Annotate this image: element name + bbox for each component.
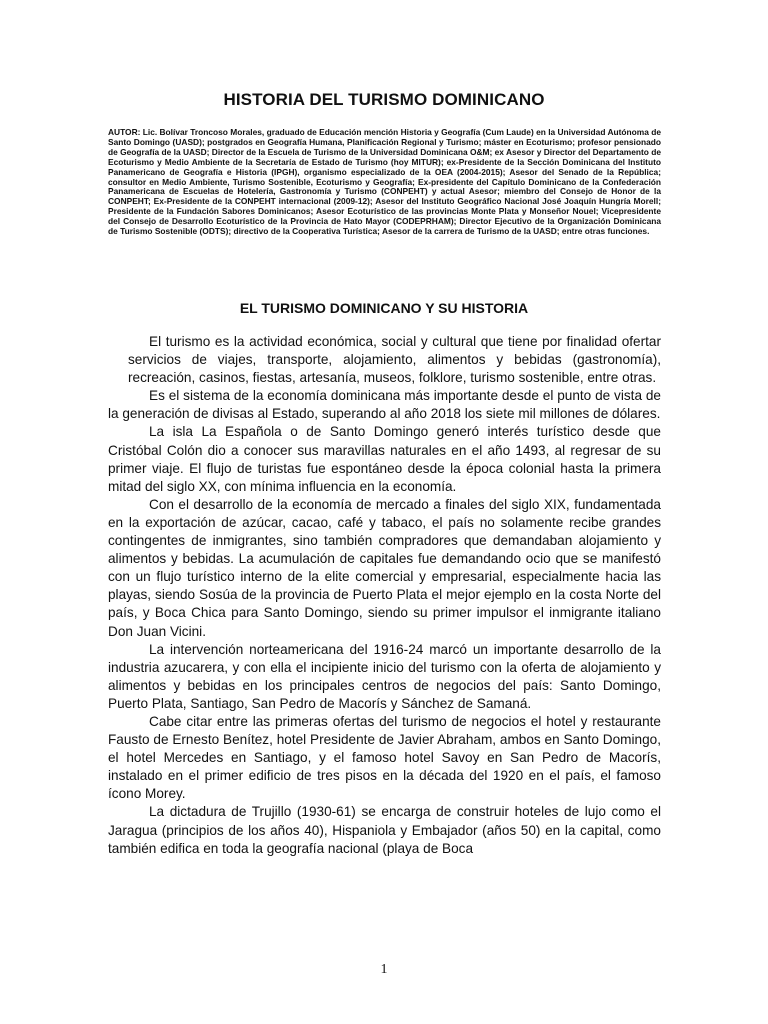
paragraph-2: Es el sistema de la economía dominicana más importante desde el punto de vista de la generación de divisas al Estado, superando al año 2018 los siete mil millones de dólares. <box>108 388 661 422</box>
document-title: HISTORIA DEL TURISMO DOMINICANO <box>223 90 545 109</box>
paragraph-1: El turismo es la actividad económica, social y cultural que tiene por finalidad ofertar servicios de viajes, transporte, alojamiento, alimentos y bebidas (gastronomía), recreación, casinos, fiestas, artesanía, museos, folklore, turismo sostenible, entre otras. <box>128 334 661 386</box>
body-text <box>108 333 661 858</box>
paragraph-4: Con el desarrollo de la economía de mercado a finales del siglo XIX, fundamentada en la exportación de azúcar, cacao, café y tabaco, el país no solamente recibe grandes contingentes de inmigrantes, sino también compradores que demandaban alojamiento y alimentos y bebidas. La acumulación de capitales fue demandando ocio que se manifestó con un flujo turístico interno de la elite comercial y empresarial, especialmente hacia las playas, siendo Sosúa de la provincia de Puerto Plata el mejor ejemplo en la costa Norte del país, y Boca Chica para Santo Domingo, siendo su primer impulsor el inmigrante italiano Don Juan Vicini. <box>108 496 661 639</box>
paragraph-7: La dictadura de Trujillo (1930-61) se encarga de construir hoteles de lujo como el Jaragua (principios de los años 40), Hispaniola y Embajador (años 50) en la capital, como también edifica en toda la geografía nacional (playa de Boca <box>108 804 661 856</box>
paragraph-5: La intervención norteamericana del 1916-24 marcó un importante desarrollo de la industria azucarera, y con ella el incipiente inicio del turismo con la oferta de alojamiento y alimentos y bebidas en los principales centros de negocios del país: Santo Domingo, Puerto Plata, Santiago, San Pedro de Macorís y Sánchez de Samaná. <box>108 641 661 711</box>
section-title: EL TURISMO DOMINICANO Y SU HISTORIA <box>239 300 529 316</box>
paragraph-6: Cabe citar entre las primeras ofertas del turismo de negocios el hotel y restaurante Fausto de Ernesto Benítez, hotel Presidente de Javier Abraham, ambos en Santo Domingo, el hotel Mercedes en Santiago, y el famoso hotel Savoy en San Pedro de Macorís, instalado en el primer edificio de tres pisos en la década del 1920 en el país, el famoso ícono Morey. <box>108 713 661 802</box>
page-number: 1 <box>380 962 388 977</box>
author-block: AUTOR: Lic. Bolívar Troncoso Morales, graduado de Educación mención Historia y Geografía (Cum Laude) en la Universidad Autónoma de Santo Domingo (UASD); postgrados en Geografía Humana, Planificación Regional y Turismo; máster en Ecoturismo; profesor pensionado de Geografía de la UASD; Director de la Escuela de Turismo de la Universidad Dominicana O&M; ex Asesor y Director del Departamento de Ecoturismo y Medio Ambiente de la Secretaría de Estado de Turismo (hoy MITUR); ex-Presidente de la Sección Dominicana del Instituto Panamericano de Geografía e Historia (IPGH), organismo especializado de la OEA (2004-2015); Asesor del Senado de la República; consultor en Medio Ambiente, Turismo Sostenible, Ecoturismo y Geografía; Ex-presidente del Capítulo Dominicano de la Confederación Panamericana de Escuelas de Hotelería, Gastronomía y Turismo (CONPEHT) y actual Asesor; miembro del Consejo de Honor de la CONPEHT; Ex-Presidente de la CONPEHT internacional (2009-12); Asesor del Instituto Geográfico Nacional José Joaquín Hungría Morell; Presidente de la Fundación Sabores Dominicanos; Asesor Ecoturístico de las provincias Monte Plata y Monseñor Nouel; Vicepresidente del Consejo de Desarrollo Ecoturístico de la Provincia de Hato Mayor (CODEPRHAM); Director Ejecutivo de la Organización Dominicana de Turismo Sostenible (ODTS); directivo de la Cooperativa Turística; Asesor de la carrera de Turismo de la UASD; entre otras funciones. <box>108 127 661 237</box>
paragraph-3: La isla La Española o de Santo Domingo generó interés turístico desde que Cristóbal Colón dio a conocer sus maravillas naturales en el año 1493, al regresar de su primer viaje. El flujo de turistas fue espontáneo desde la época colonial hasta la primera mitad del siglo XX, con mínima influencia en la economía. <box>108 424 661 494</box>
